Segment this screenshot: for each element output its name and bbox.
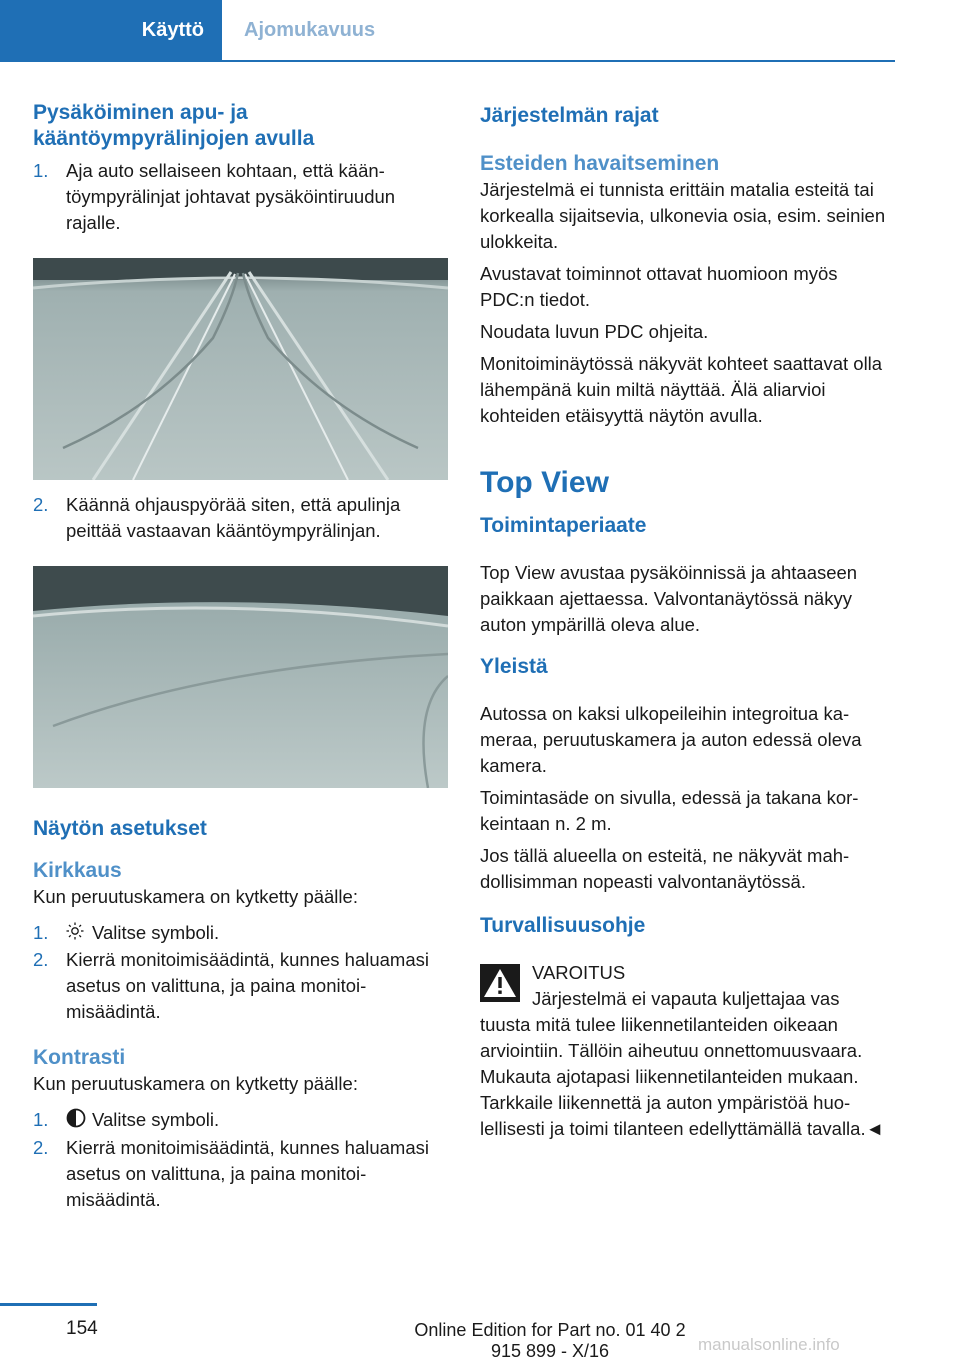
step-text: Aja auto sellaiseen kohtaan, että kääntöympyrälinjat johtavat pysäköintiruudun rajalle. <box>66 160 396 233</box>
warning-text-first: Järjestelmä ei vapauta kuljettajaa vas <box>532 988 840 1009</box>
brightness-intro: Kun peruutuskamera on kytketty päälle: <box>33 886 358 907</box>
paragraph: Monitoiminäytössä näkyvät kohteet saattavat olla lähempänä kuin miltä näyttää. Älä aliarvioi kohteiden etäisyyttä näytön avulla. <box>480 353 883 426</box>
list-item <box>33 920 448 947</box>
principle-title: Toimintaperiaate <box>480 514 647 537</box>
parking-steps-2 <box>33 492 448 544</box>
paragraph: Noudata luvun PDC ohjeita. <box>480 321 709 342</box>
step-number: 2. <box>33 494 49 515</box>
paragraph: Autossa on kaksi ulkopeileihin integroitua kameraa, peruutuskamera ja auton edessä oleva kamera. <box>480 703 862 776</box>
display-settings-title: Näytön asetukset <box>33 817 207 840</box>
left-column <box>33 100 448 1213</box>
contrast-steps <box>33 1107 448 1213</box>
paragraph: Toimintasäde on sivulla, edessä ja takana korkeintaan n. 2 m. <box>480 787 859 834</box>
warning-text: tuusta mitä tulee liikennetilanteiden oikeaan arviointiin. Tällöin aiheutuu onnettomuusvaara. Mukauta ajotapasi liikennetilanteiden mukaan. Tarkkaile liikennettä ja auton ympäristöä huolellisesti ja toimi tilanteen edellyttämällä tavalla.◄ <box>480 1014 884 1139</box>
obstacle-detection-title: Esteiden havaitseminen <box>480 152 720 175</box>
warning-block <box>480 960 895 1012</box>
step-text: Kierrä monitoimisäädintä, kunnes haluamasi asetus on valittuna, ja paina monitoimisäädintä. <box>66 949 429 1023</box>
watermark: manualsonline.info <box>698 1335 840 1354</box>
contrast-symbol-icon <box>66 1108 92 1135</box>
step-number: 1. <box>33 1109 49 1131</box>
camera-image-turning-lines <box>33 258 448 480</box>
step-text: Käännä ohjauspyörää siten, että apulinja peittää vastaavan kääntöympyrälinjan. <box>66 494 401 541</box>
paragraph: Top View avustaa pysäköinnissä ja ahtaaseen paikkaan ajettaessa. Valvontanäytössä näkyy auton ympärillä oleva alue. <box>480 562 858 635</box>
system-limits-title: Järjestelmän rajat <box>480 104 659 127</box>
step-text: Valitse symboli. <box>92 1109 220 1131</box>
safety-title: Turvallisuusohje <box>480 914 646 937</box>
contrast-intro: Kun peruutuskamera on kytketty päälle: <box>33 1073 358 1095</box>
brightness-symbol-icon <box>66 921 92 947</box>
list-item <box>33 492 448 544</box>
list-item <box>33 1107 448 1135</box>
general-title: Yleistä <box>480 655 548 678</box>
paragraph: Jos tällä alueella on esteitä, ne näkyvät mahdollisimman nopeasti valvontanäytössä. <box>480 845 850 892</box>
step-text: Kierrä monitoimisäädintä, kunnes haluamasi asetus on valittuna, ja paina monitoimisäädintä. <box>66 1136 429 1210</box>
edition-note: Online Edition for Part no. 01 40 2 915 899 - X/16 <box>414 1320 686 1361</box>
step-number: 1. <box>33 922 49 943</box>
tab-ajomukavuus[interactable]: Ajomukavuus <box>244 18 376 41</box>
contrast-title: Kontrasti <box>33 1046 126 1070</box>
step-text: Valitse symboli. <box>92 922 220 943</box>
paragraph: Järjestelmä ei tunnista erittäin matalia esteitä tai korkealla sijaitsevia, ulkonevia osia, esim. seinien ulokkeita. <box>480 179 886 252</box>
parking-steps <box>33 158 448 236</box>
paragraph: Avustavat toiminnot ottavat huomioon myös PDC:n tiedot. <box>480 263 838 310</box>
page-number: 154 <box>66 1318 98 1339</box>
list-item <box>33 1135 448 1213</box>
right-column <box>480 100 895 1142</box>
list-item <box>33 947 448 1025</box>
warning-triangle-icon <box>480 964 520 1002</box>
step-number: 2. <box>33 1136 49 1158</box>
brightness-steps <box>33 920 448 1025</box>
tab-kaytto[interactable]: Käyttö <box>0 0 222 60</box>
section-title-parking: Pysäköiminen apu- ja kääntöympyrälinjojen avulla <box>33 101 315 150</box>
chapter-header <box>0 0 895 62</box>
camera-image-aligned-lines <box>33 566 448 788</box>
list-item <box>33 158 448 236</box>
brightness-title: Kirkkaus <box>33 859 122 882</box>
header-rule <box>0 60 895 62</box>
step-number: 1. <box>33 160 49 181</box>
warning-label: VAROITUS <box>532 962 626 983</box>
step-number: 2. <box>33 949 49 971</box>
footer-rule <box>0 1303 97 1306</box>
top-view-title: Top View <box>480 466 609 499</box>
